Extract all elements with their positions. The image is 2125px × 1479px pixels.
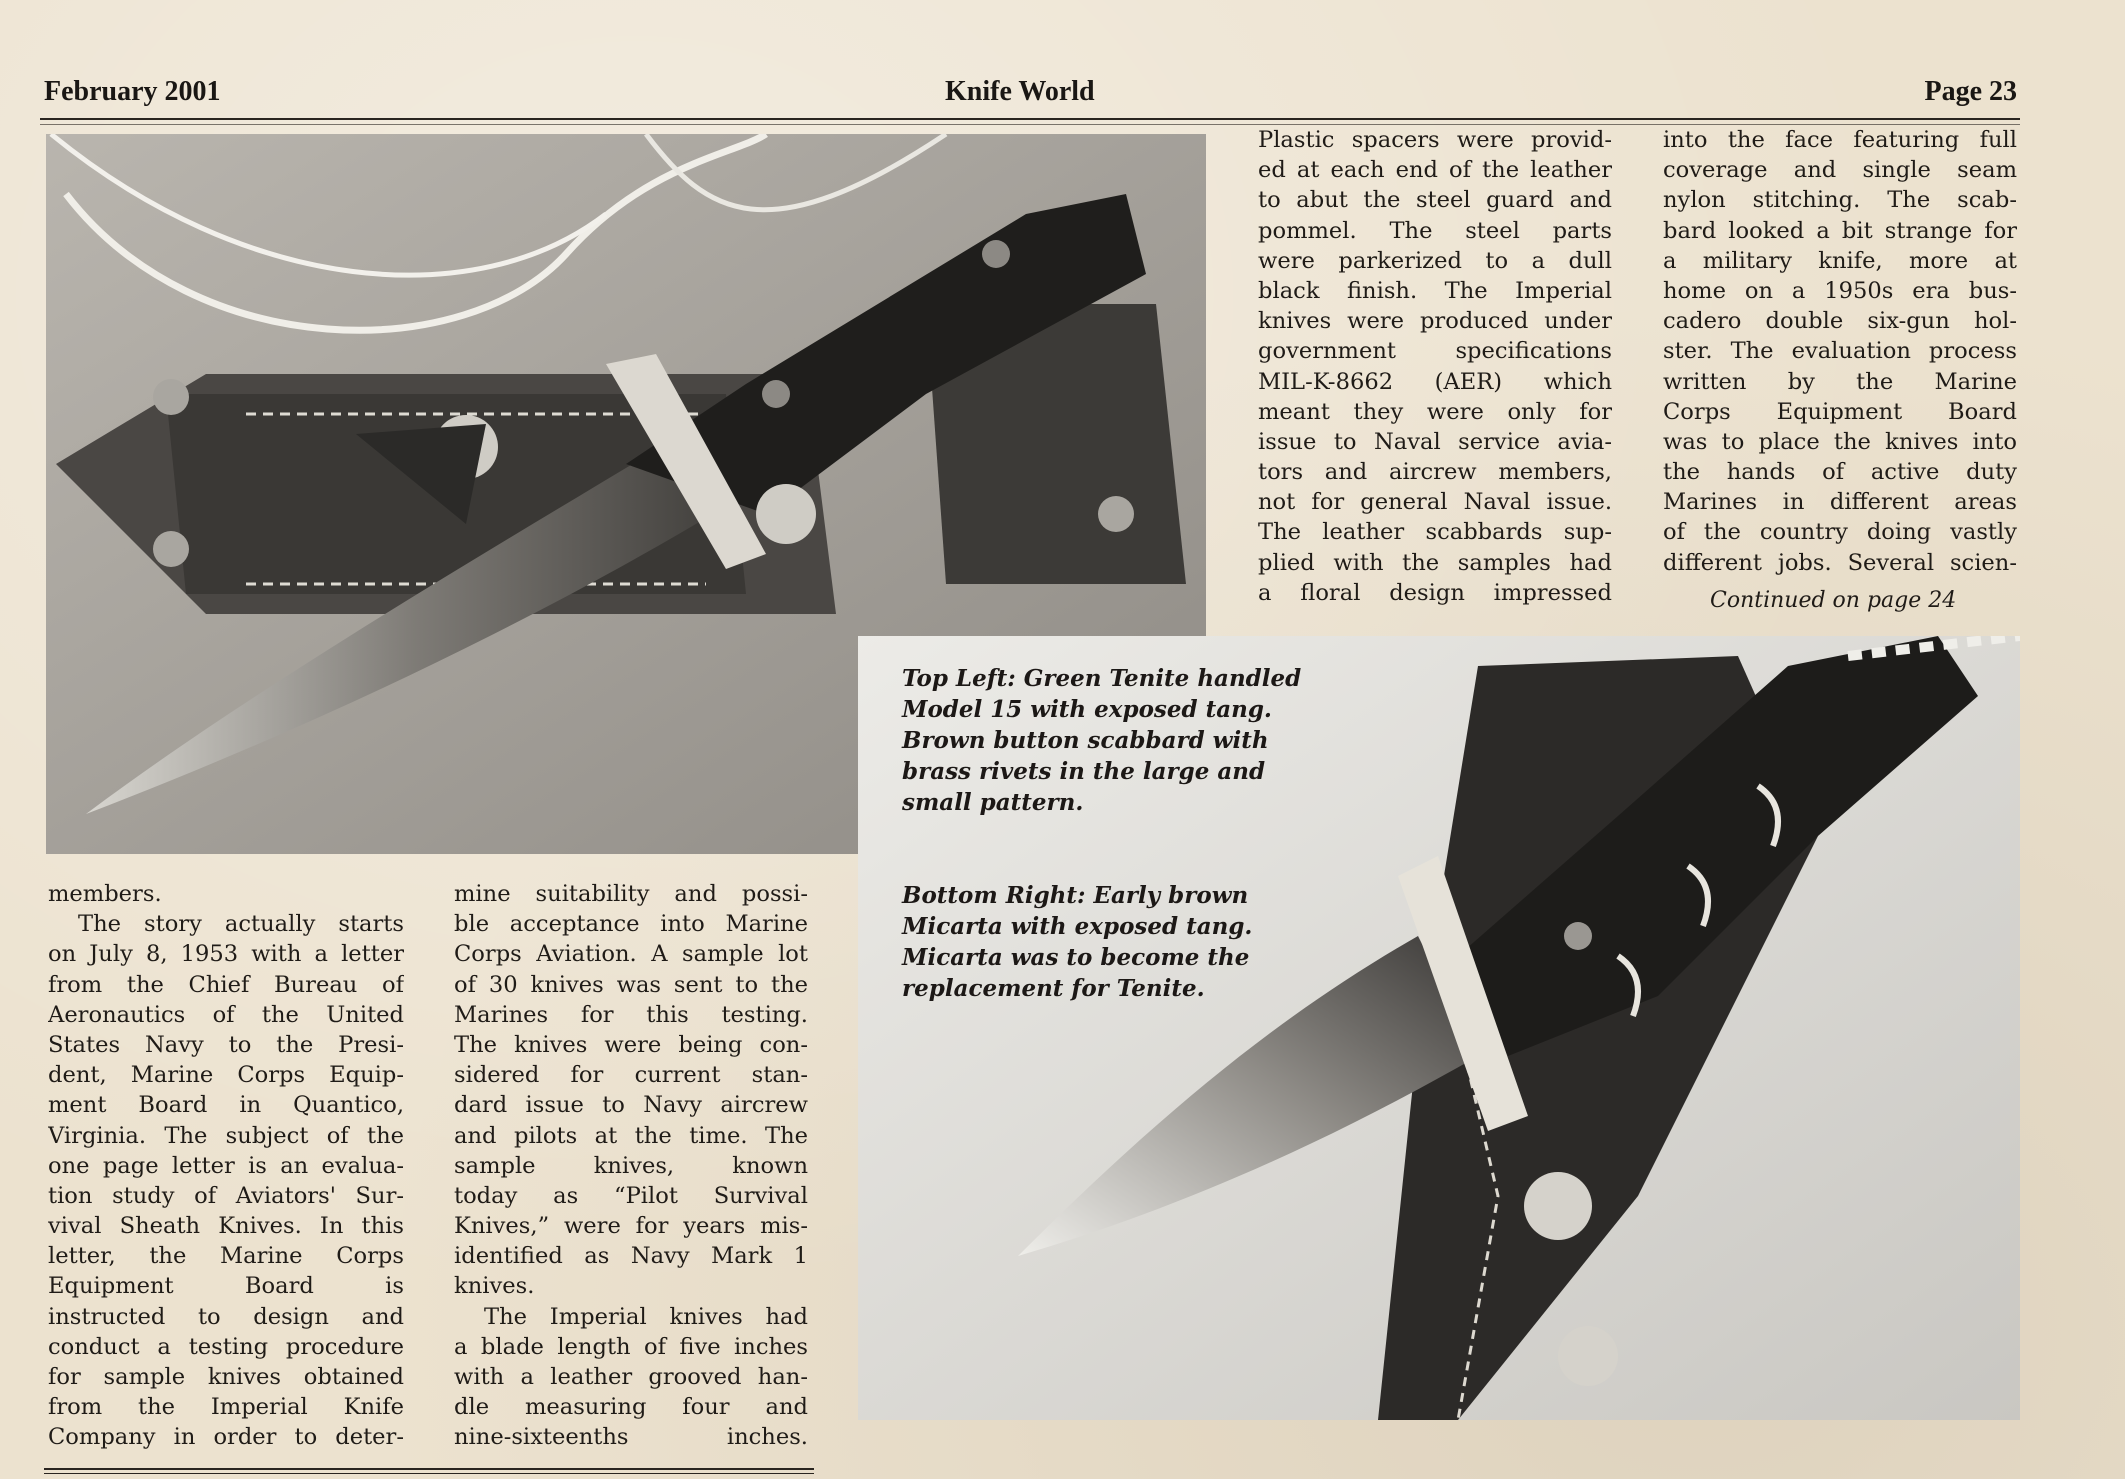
text-line: meant they were only for (1258, 398, 1612, 425)
text-line: Corps Aviation. A sample lot (454, 941, 808, 968)
caption-line: Micarta with exposed tang. (902, 913, 1253, 940)
text-line: not for general Naval issue. (1258, 489, 1612, 516)
text-line: nine-sixteenths inches. (454, 1424, 808, 1451)
text-line: dent, Marine Corps Equip- (48, 1062, 404, 1089)
article-column-right2 (1663, 125, 2017, 578)
text-line: The knives were being con- (454, 1031, 808, 1058)
text-line: mine suitability and possi- (454, 881, 808, 907)
article-column-right1 (1258, 125, 1612, 608)
text-line: ster. The evaluation process (1663, 338, 2017, 365)
text-line: Company in order to deter- (48, 1424, 404, 1451)
text-line: today as “Pilot Survival (454, 1182, 808, 1209)
text-line: a military knife, more at (1663, 247, 2017, 274)
text-line: instructed to design and (48, 1303, 404, 1330)
text-line: the hands of active duty (1663, 459, 2017, 486)
text-line: letter, the Marine Corps (48, 1243, 404, 1270)
text-line: on July 8, 1953 with a letter (48, 941, 404, 968)
text-line: conduct a testing procedure (48, 1333, 404, 1360)
text-line: sample knives, known (454, 1152, 808, 1179)
text-line: Knives,” were for years mis- (454, 1213, 808, 1240)
text-line: was to place the knives into (1663, 428, 2017, 455)
text-line: a blade length of five inches (454, 1333, 808, 1360)
caption-line: brass rivets in the large and (902, 758, 1266, 785)
text-line: vival Sheath Knives. In this (48, 1213, 404, 1240)
text-line: and pilots at the time. The (454, 1122, 808, 1149)
text-line: from the Chief Bureau of (48, 971, 404, 998)
caption-line: Bottom Right: Early brown (902, 882, 1249, 909)
text-line: issue to Naval service avia- (1258, 428, 1612, 455)
text-line: MIL-K-8662 (AER) which (1258, 368, 1612, 395)
text-line: The leather scabbards sup- (1258, 519, 1612, 546)
caption-line: replacement for Tenite. (902, 975, 1205, 1002)
text-line: dle measuring four and (454, 1394, 808, 1421)
text-line: Virginia. The subject of the (48, 1122, 404, 1149)
text-line: The Imperial knives had (484, 1303, 808, 1330)
text-line: government specifications (1258, 338, 1612, 365)
text-line: of 30 knives was sent to the (454, 971, 808, 998)
text-line: black finish. The Imperial (1258, 277, 1612, 304)
text-line: members. (48, 881, 162, 907)
text-line: of the country doing vastly (1663, 519, 2017, 546)
text-line: into the face featuring full (1663, 127, 2017, 153)
text-line: ment Board in Quantico, (48, 1092, 404, 1119)
text-line: Marines for this testing. (454, 1001, 808, 1028)
caption-line: Model 15 with exposed tang. (902, 696, 1272, 723)
issue-date: February 2001 (44, 76, 221, 107)
text-line: identified as Navy Mark 1 (454, 1243, 808, 1270)
publication-title: Knife World (945, 76, 1095, 107)
text-line: ed at each end of the leather (1258, 157, 1612, 184)
continued-notice: Continued on page 24 (1710, 588, 1957, 613)
article-column-left (48, 879, 404, 1453)
text-line: coverage and single seam (1663, 157, 2017, 184)
text-line: with a leather grooved han- (454, 1364, 808, 1390)
text-line: sidered for current stan- (454, 1062, 808, 1089)
text-line: knives. (454, 1273, 535, 1300)
text-line: ble acceptance into Marine (454, 911, 808, 938)
text-line: bard looked a bit strange for (1663, 217, 2017, 244)
text-line: were parkerized to a dull (1258, 247, 1612, 274)
text-line: The story actually starts (78, 911, 404, 938)
caption-line: Top Left: Green Tenite handled (902, 665, 1302, 692)
text-line: plied with the samples had (1258, 549, 1612, 576)
text-line: one page letter is an evalua- (48, 1152, 404, 1179)
text-line: to abut the steel guard and (1258, 187, 1612, 214)
text-line: Marines in different areas (1663, 489, 2017, 516)
text-line: Aeronautics of the United (48, 1001, 404, 1028)
text-line: States Navy to the Presi- (48, 1031, 404, 1058)
text-line: Corps Equipment Board (1663, 398, 2017, 425)
text-line: tion study of Aviators' Sur- (48, 1182, 404, 1209)
text-line: different jobs. Several scien- (1663, 549, 2017, 576)
caption-line: small pattern. (902, 789, 1084, 816)
caption-line: Brown button scabbard with (902, 727, 1269, 754)
text-line: from the Imperial Knife (48, 1394, 404, 1421)
caption-bottom-right (902, 880, 1362, 1004)
text-line: home on a 1950s era bus- (1663, 277, 2017, 304)
text-line: Plastic spacers were provid- (1258, 127, 1612, 153)
text-line: for sample knives obtained (48, 1364, 404, 1390)
text-line: pommel. The steel parts (1258, 217, 1612, 244)
caption-top-left (902, 663, 1362, 818)
text-line: knives were produced under (1258, 308, 1612, 335)
text-line: written by the Marine (1663, 368, 2017, 395)
footer-rule (44, 1468, 814, 1474)
text-line: cadero double six-gun hol- (1663, 308, 2017, 335)
header-rule (40, 118, 2020, 120)
article-column-middle (454, 879, 808, 1453)
caption-line: Micarta was to become the (902, 944, 1250, 971)
text-line: dard issue to Navy aircrew (454, 1092, 808, 1119)
page-number: Page 23 (1924, 76, 2017, 107)
text-line: tors and aircrew members, (1258, 459, 1612, 486)
text-line: nylon stitching. The scab- (1663, 187, 2017, 214)
text-line: Equipment Board is (48, 1273, 404, 1300)
text-line: a floral design impressed (1258, 579, 1612, 606)
